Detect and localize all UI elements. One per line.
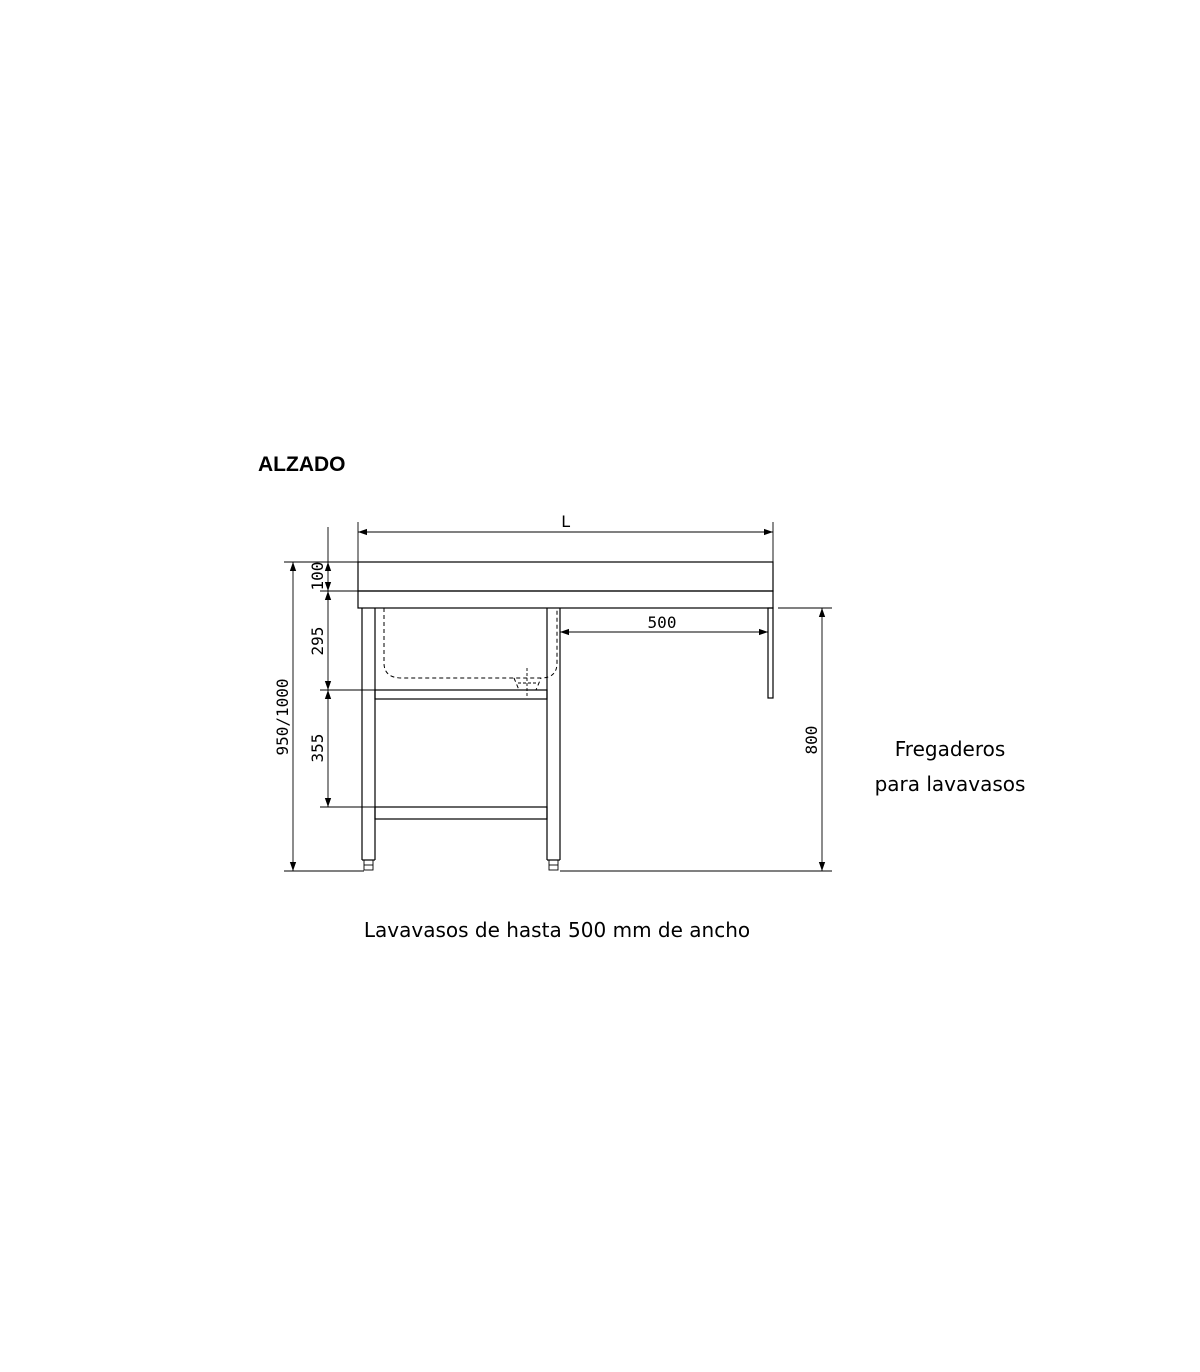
side-label-line1: Fregaderos bbox=[894, 737, 1006, 761]
dimension-dishwasher-height-label: 800 bbox=[802, 725, 821, 755]
dimension-dishwasher-width-label: 500 bbox=[647, 613, 677, 632]
dimension-total-height bbox=[273, 562, 364, 871]
dimension-sink-depth: 295 bbox=[308, 626, 327, 656]
dimension-dishwasher-height bbox=[560, 608, 832, 871]
worktop-skirt bbox=[768, 608, 773, 698]
dimension-chain-left bbox=[308, 527, 375, 807]
upper-crossbar bbox=[375, 690, 547, 699]
caption: Lavavasos de hasta 500 mm de ancho bbox=[363, 918, 751, 942]
side-label bbox=[850, 732, 1050, 802]
sink-bowl-hidden bbox=[384, 608, 557, 678]
left-leg bbox=[362, 608, 375, 870]
dimension-shelf-gap: 355 bbox=[308, 733, 327, 763]
backsplash bbox=[358, 562, 773, 591]
view-title: ALZADO bbox=[258, 453, 346, 476]
dimension-dishwasher-width bbox=[560, 608, 768, 637]
drain-hidden bbox=[514, 668, 541, 696]
right-leg bbox=[547, 608, 560, 870]
side-label-line2: para lavavasos bbox=[874, 772, 1026, 796]
dimension-total-height-label: 950/1000 bbox=[273, 678, 292, 756]
dimension-length bbox=[358, 512, 773, 562]
worktop bbox=[358, 591, 773, 608]
lower-shelf bbox=[375, 807, 547, 819]
dimension-top-height: 100 bbox=[308, 561, 327, 591]
dimension-length-label: L bbox=[561, 512, 571, 531]
table-elevation bbox=[358, 562, 773, 870]
